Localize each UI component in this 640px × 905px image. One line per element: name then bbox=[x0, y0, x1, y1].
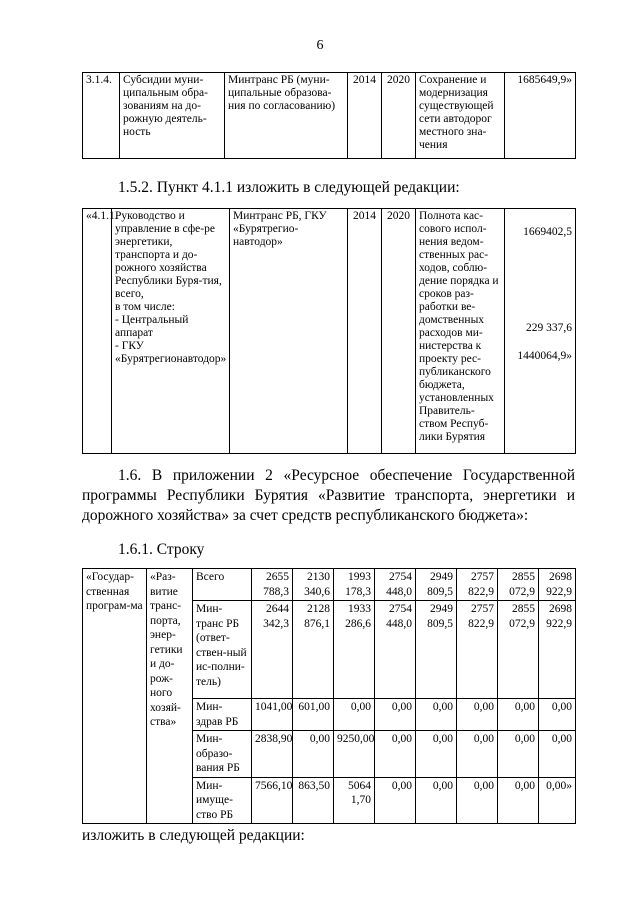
paragraph-1-6-1: 1.6.1. Строку bbox=[118, 541, 205, 558]
value-cell: 0,00 bbox=[498, 699, 539, 731]
amount-total: 1669402,5 bbox=[523, 226, 572, 238]
value-cell: 863,50 bbox=[293, 777, 334, 824]
value-cell: 0,00 bbox=[416, 777, 457, 824]
value-cell: 0,00 bbox=[457, 731, 498, 778]
amount-central: 229 337,6 bbox=[526, 322, 572, 334]
item-start-year: 2014 bbox=[348, 73, 382, 159]
paragraph-tail: изложить в следующей редакции: bbox=[82, 827, 305, 844]
row-label: Мин-имуще-ство РБ bbox=[193, 777, 252, 824]
value-cell: 0,00 bbox=[334, 699, 375, 731]
value-cell: 7566,10 bbox=[252, 777, 293, 824]
table-row bbox=[83, 209, 576, 454]
value-cell: 601,00 bbox=[293, 699, 334, 731]
item-amount: 1685649,9» bbox=[505, 73, 576, 159]
value-cell: 2855 072,9 bbox=[498, 601, 539, 699]
item-name-main: Руководство и управление в сфе-ре энергетики, транспорта и до-рожного хозяйства Республики Буря-тия, всего, bbox=[115, 210, 222, 300]
value-cell: 2754 448,0 bbox=[375, 569, 416, 601]
table-row bbox=[83, 73, 576, 159]
value-cell: 2855 072,9 bbox=[498, 569, 539, 601]
program-type: «Государ-ственная програм-ма bbox=[83, 569, 147, 824]
value-cell: 0,00 bbox=[539, 699, 576, 731]
item-end-year: 2020 bbox=[382, 73, 416, 159]
item-number: 3.1.4. bbox=[83, 73, 120, 159]
item-name-including: в том числе: bbox=[115, 301, 175, 313]
value-cell: 2698 922,9 bbox=[539, 569, 576, 601]
row-label: Мин-здрав РБ bbox=[193, 699, 252, 731]
value-cell: 2644 342,3 bbox=[252, 601, 293, 699]
table-item-4-1-1 bbox=[82, 208, 576, 454]
value-cell: 0,00 bbox=[416, 731, 457, 778]
table-item-3-1-4 bbox=[82, 72, 576, 159]
item-result: Полнота кас-сового испол-нения ведом-ственных рас-ходов, соблю-дение порядка и сроков раз-работки ве-домственных расходов ми-нистерства к проекту рес-публиканского бюджета, установленных Правитель-ством Респуб-лики Бурятия bbox=[416, 209, 505, 454]
paragraph-1-5-2: 1.5.2. Пункт 4.1.1 изложить в следующей редакции: bbox=[118, 179, 460, 196]
value-cell: 0,00 bbox=[375, 731, 416, 778]
table-row bbox=[83, 569, 576, 601]
value-cell: 0,00 bbox=[457, 777, 498, 824]
value-cell: 1993 178,3 bbox=[334, 569, 375, 601]
value-cell: 2655 788,3 bbox=[252, 569, 293, 601]
value-cell: 0,00 bbox=[498, 731, 539, 778]
value-cell: 0,00 bbox=[539, 731, 576, 778]
amount-gku: 1440064,9» bbox=[517, 350, 572, 362]
value-cell: 0,00» bbox=[539, 777, 576, 824]
item-start-year: 2014 bbox=[348, 209, 382, 454]
value-cell: 2698 922,9 bbox=[539, 601, 576, 699]
item-amounts bbox=[505, 209, 576, 454]
value-cell: 0,00 bbox=[293, 731, 334, 778]
value-cell: 0,00 bbox=[375, 777, 416, 824]
item-name: Субсидии муни-ципальным обра-зованиям на до-рожную деятель-ность bbox=[120, 73, 225, 159]
value-cell: 1933 286,6 bbox=[334, 601, 375, 699]
value-cell: 9250,00 bbox=[334, 731, 375, 778]
value-cell: 2838,90 bbox=[252, 731, 293, 778]
row-label: Мин-образо-вания РБ bbox=[193, 731, 252, 778]
row-label: Мин-транс РБ (ответ-ствен-ный ис-полни-тель) bbox=[193, 601, 252, 699]
value-cell: 0,00 bbox=[416, 699, 457, 731]
item-result: Сохранение и модернизация существующей сети автодорог местного зна-чения bbox=[416, 73, 505, 159]
table-resources bbox=[82, 568, 576, 824]
value-cell: 0,00 bbox=[457, 699, 498, 731]
value-cell: 2949 809,5 bbox=[416, 569, 457, 601]
item-number: «4.1.1. bbox=[83, 209, 112, 454]
value-cell: 0,00 bbox=[498, 777, 539, 824]
item-end-year: 2020 bbox=[382, 209, 416, 454]
value-cell: 2130 340,6 bbox=[293, 569, 334, 601]
item-executor: Минтранс РБ, ГКУ «Бурятрегио-навтодор» bbox=[230, 209, 348, 454]
value-cell: 2754 448,0 bbox=[375, 601, 416, 699]
page-number: 6 bbox=[316, 38, 324, 53]
paragraph-1-6: 1.6. В приложении 2 «Ресурсное обеспечение Государственной программы Республики Бурятия «Развитие транспорта, энергетики и дорожного хозяйства» за счет средств республиканского бюджета»: bbox=[82, 467, 575, 524]
item-name-central: - Центральный аппарат bbox=[115, 314, 189, 339]
value-cell: 2757 822,9 bbox=[457, 569, 498, 601]
item-name-gku: - ГКУ «Бурятрегионавтодор» bbox=[115, 340, 227, 365]
value-cell: 1041,00 bbox=[252, 699, 293, 731]
item-executor: Минтранс РБ (муни-ципальные образова-ния по согласованию) bbox=[225, 73, 348, 159]
value-cell: 0,00 bbox=[375, 699, 416, 731]
value-cell: 2128 876,1 bbox=[293, 601, 334, 699]
value-cell: 5064 1,70 bbox=[334, 777, 375, 824]
value-cell: 2757 822,9 bbox=[457, 601, 498, 699]
item-name bbox=[112, 209, 230, 454]
program-name: «Раз-витие транс-порта, энер-гетики и до-рож-ного хозяй-ства» bbox=[147, 569, 193, 824]
row-label: Всего bbox=[193, 569, 252, 601]
value-cell: 2949 809,5 bbox=[416, 601, 457, 699]
